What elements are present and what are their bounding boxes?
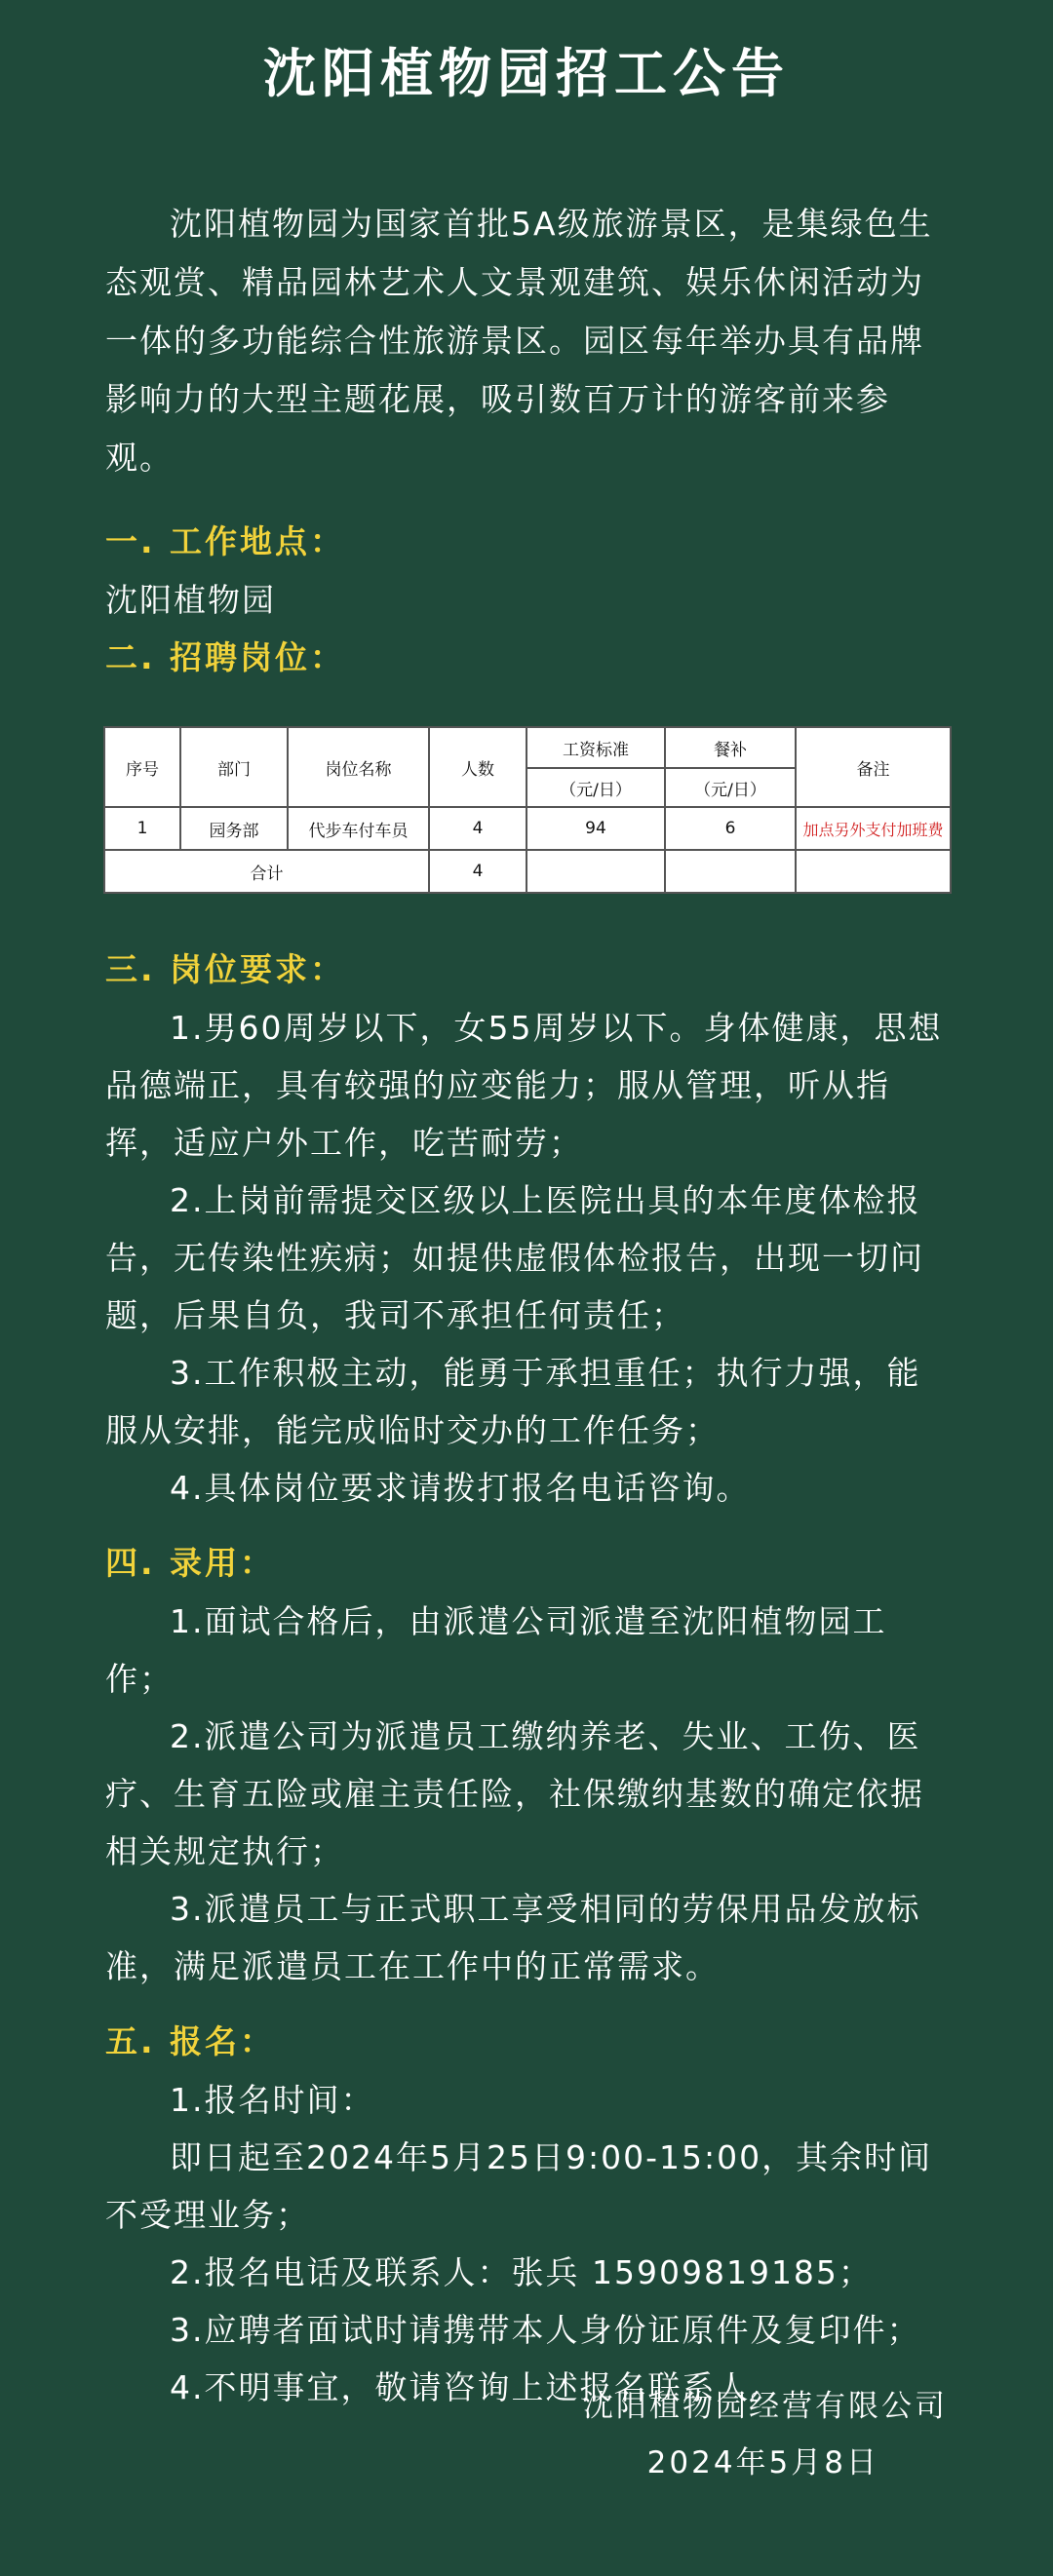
header-position: 岗位名称 bbox=[288, 727, 429, 807]
section-heading-hiring: 四. 录用： bbox=[105, 1544, 276, 1582]
requirement-item-2: 2.上岗前需提交区级以上医院出具的本年度体检报告，无传染性疾病；如提供虚假体检报告，出现一切问题，后果自负，我司不承担任何责任； bbox=[105, 1181, 924, 1334]
registration-item-4: 4.不明事宜，敬请咨询上述报名联系人。 bbox=[170, 2368, 785, 2406]
signature-block bbox=[583, 2378, 948, 2491]
table-total-row bbox=[104, 850, 951, 893]
hiring-item-1: 1.面试合格后，由派遣公司派遣至沈阳植物园工作； bbox=[105, 1602, 887, 1698]
registration-time-label: 1.报名时间： bbox=[170, 2081, 375, 2119]
requirement-item-4: 4.具体岗位要求请拨打报名电话咨询。 bbox=[170, 1469, 751, 1507]
registration-item-3: 3.应聘者面试时请携带本人身份证原件及复印件； bbox=[170, 2311, 921, 2349]
requirement-item-1: 1.男60周岁以下，女55周岁以下。身体健康，思想品德端正，具有较强的应变能力；服从管理，听从指挥，适应户外工作，吃苦耐劳； bbox=[105, 1009, 943, 1162]
intro-paragraph: 沈阳植物园为国家首批5A级旅游景区，是集绿色生态观赏、精品园林艺术人文景观建筑、娱乐休闲活动为一体的多功能综合性旅游景区。园区每年举办具有品牌影响力的大型主题花展，吸引数百万计的游客前来参观。 bbox=[105, 205, 933, 477]
row-meal: 6 bbox=[665, 807, 796, 850]
section-hiring bbox=[105, 1534, 948, 1995]
table-row bbox=[104, 807, 951, 850]
row-no: 1 bbox=[104, 807, 180, 850]
header-dept: 部门 bbox=[180, 727, 288, 807]
total-count: 4 bbox=[429, 850, 526, 893]
header-meal: 餐补 bbox=[665, 727, 796, 768]
registration-item-2: 2.报名电话及联系人：张兵 15909819185； bbox=[170, 2253, 873, 2291]
section-heading-registration: 五. 报名： bbox=[105, 2022, 276, 2060]
header-wage-unit: （元/日） bbox=[526, 768, 665, 807]
total-remark-empty bbox=[796, 850, 951, 893]
total-label: 合计 bbox=[104, 850, 429, 893]
positions-table-wrap bbox=[103, 726, 950, 894]
requirement-item-3: 3.工作积极主动，能勇于承担重任；执行力强，能服从安排，能完成临时交办的工作任务； bbox=[105, 1354, 921, 1449]
hiring-item-3: 3.派遣员工与正式职工享受相同的劳保用品发放标准，满足派遣员工在工作中的正常需求。 bbox=[105, 1890, 921, 1985]
section-heading-requirements: 三. 岗位要求： bbox=[105, 950, 346, 988]
signature-date: 2024年5月8日 bbox=[646, 2445, 879, 2480]
hiring-item-2: 2.派遣公司为派遣员工缴纳养老、失业、工伤、医疗、生育五险或雇主责任险，社保缴纳基数的确定依据相关规定执行； bbox=[105, 1717, 924, 1870]
row-wage: 94 bbox=[526, 807, 665, 850]
header-no: 序号 bbox=[104, 727, 180, 807]
header-meal-unit: （元/日） bbox=[665, 768, 796, 807]
location-value: 沈阳植物园 bbox=[105, 581, 276, 619]
total-wage-empty bbox=[526, 850, 665, 893]
positions-table bbox=[103, 726, 952, 894]
row-position: 代步车付车员 bbox=[288, 807, 429, 850]
header-remark: 备注 bbox=[796, 727, 951, 807]
header-wage: 工资标准 bbox=[526, 727, 665, 768]
section-heading-location: 一. 工作地点： bbox=[105, 522, 346, 560]
row-dept: 园务部 bbox=[180, 807, 288, 850]
header-count: 人数 bbox=[429, 727, 526, 807]
section-work-location bbox=[105, 513, 948, 629]
row-count: 4 bbox=[429, 807, 526, 850]
page-title: 沈阳植物园招工公告 bbox=[263, 43, 790, 104]
total-meal-empty bbox=[665, 850, 796, 893]
section-requirements bbox=[105, 941, 948, 1517]
section-registration bbox=[105, 2013, 948, 2416]
section-positions bbox=[105, 629, 948, 894]
registration-time-value: 即日起至2024年5月25日9:00-15:00，其余时间不受理业务； bbox=[105, 2138, 933, 2234]
signature-company: 沈阳植物园经营有限公司 bbox=[583, 2389, 948, 2424]
row-remark: 加点另外支付加班费 bbox=[796, 807, 951, 850]
section-heading-positions: 二. 招聘岗位： bbox=[105, 638, 346, 676]
